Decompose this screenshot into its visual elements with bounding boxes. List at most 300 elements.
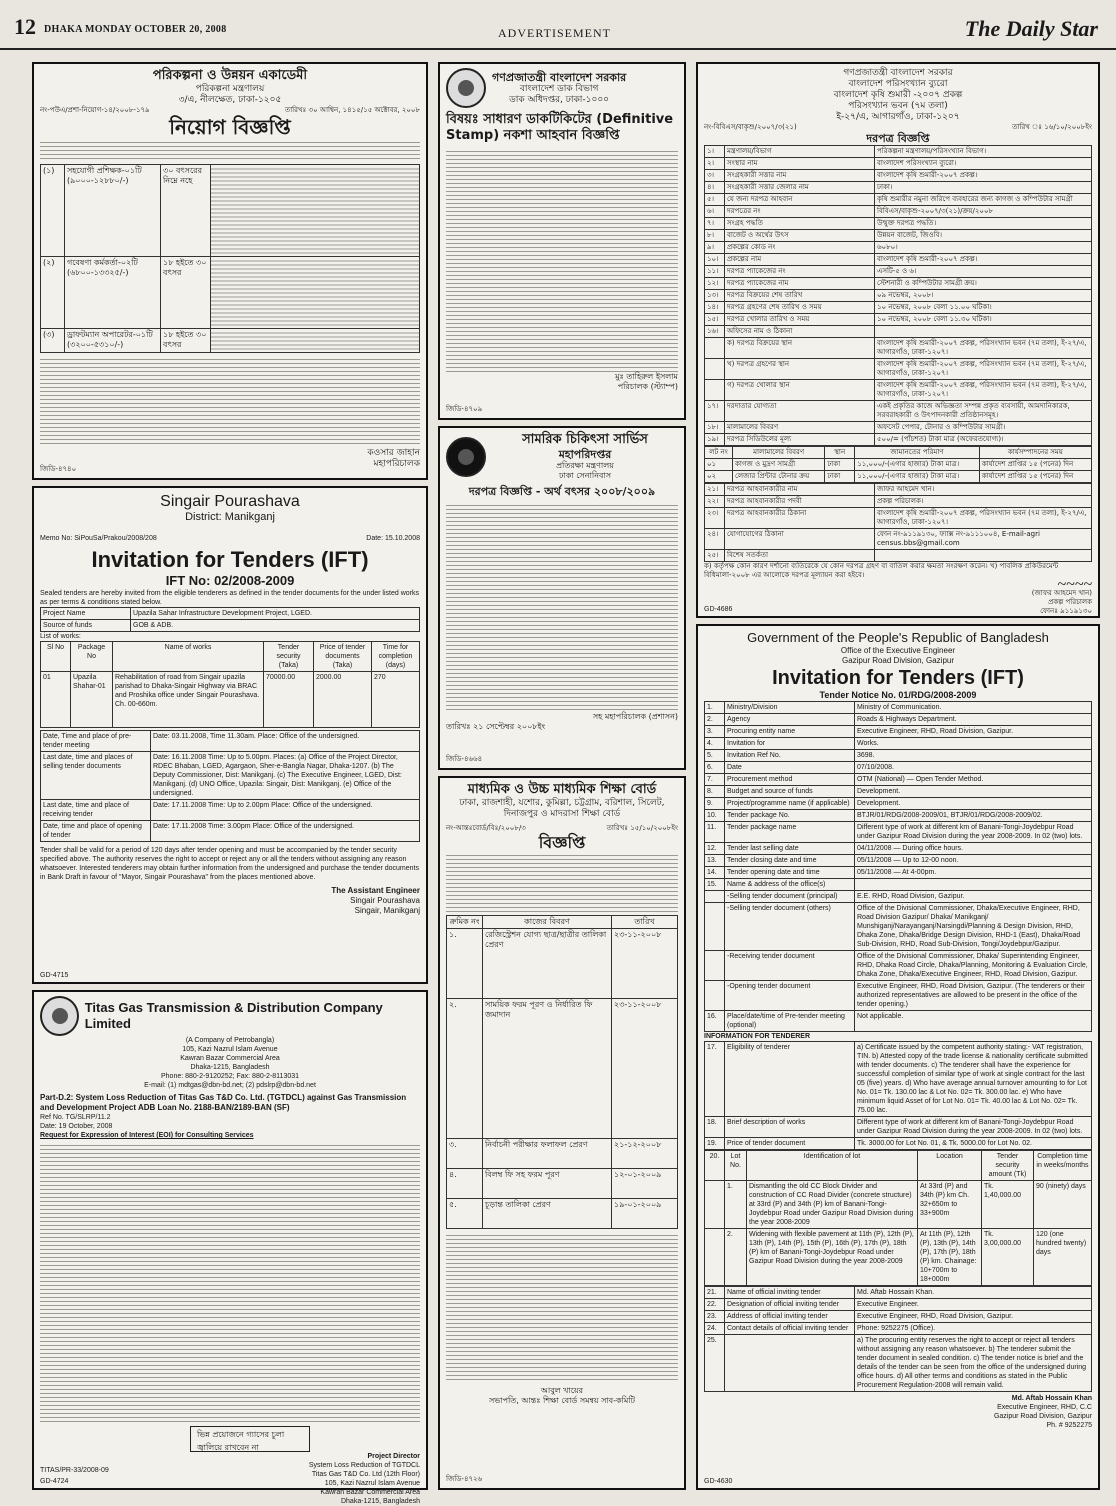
- table-row: [705, 359, 1092, 380]
- ministry: প্রতিরক্ষা মন্ত্রণালয়: [556, 461, 614, 470]
- label: Invitation Ref No.: [725, 750, 855, 762]
- table-row: [447, 929, 678, 999]
- label: সংস্থার নাম: [725, 158, 875, 170]
- lot-table: [704, 1150, 1092, 1286]
- value: ৫০০/= (পাঁচশত) টাকা মাত্র (অফেরতযোগ্য)।: [875, 434, 1092, 446]
- row-number: ১২।: [705, 278, 725, 290]
- highlight-box: ভিন্ন প্রয়োজনে গ্যাসের চুলা জ্বালিয়ে রাখবেন না: [190, 1426, 310, 1452]
- notice-date: Date: 19 October, 2008: [40, 1123, 113, 1130]
- signatory: (জাফর আহমেদ খান): [1031, 589, 1092, 597]
- table-row: [705, 326, 1092, 338]
- label: -Selling tender document (principal): [725, 891, 855, 903]
- column-header: Completion time in weeks/months: [1034, 1151, 1092, 1181]
- row-number: ১৮।: [705, 422, 725, 434]
- signatory-title: সভাপতি, আন্তঃ শিক্ষা বোর্ড সমন্বয় সাব-কমিটি: [489, 1396, 635, 1405]
- post-name: সহযোগী প্রশিক্ষক-০১টি (৯০০০-১২৮৮০/-): [65, 165, 161, 257]
- value: কৃষি শুমারীর নমুনা জরিপে ব্যবহারের জন্য কাগজ ও কম্পিউটার সামগ্রী: [875, 194, 1092, 206]
- row-number: 16.: [705, 1011, 725, 1032]
- cell: ৫.: [447, 1199, 483, 1229]
- column-header: Time for completion (days): [372, 642, 420, 672]
- email-line: E-mail: (1) mdtgas@dbn-bd.net; (2) pdslrp@dbn-bd.net: [144, 1082, 316, 1089]
- ad-ministry: পরিকল্পনা মন্ত্রণালয়: [195, 84, 265, 94]
- memo-number: নং-আন্তঃবোর্ড/বিঃ/২০০৮/৩: [446, 824, 526, 832]
- value: ১০ নভেম্বর, ২০০৮ বেলা ১১.০০ ঘটিকা।: [875, 302, 1092, 314]
- table-header: [705, 447, 1092, 459]
- table-row: [705, 822, 1092, 843]
- label: দরপত্র খোলার তারিখ ও সময়: [725, 314, 875, 326]
- value: a) The procuring entity reserves the right to accept or reject all tenders without assigning any reason whatsoever. b) The tenderer submit the tender document in sealed condition. c) The tender notice is brief and the details of the tender can be seen from the office of the undersigned during office hours. d) All other terms and conditions as stated in the Public Procurement Regulation-2008 will remain valid.: [855, 1335, 1092, 1392]
- notes-text: [446, 1232, 678, 1382]
- cell: ১১,০০০/-(এগার হাজার) টাকা মাত্র।: [855, 459, 980, 471]
- column-header: ক্রমিক নং: [447, 916, 483, 929]
- value: Roads & Highways Department.: [855, 714, 1092, 726]
- row-number: ৭।: [705, 218, 725, 230]
- table-row: [705, 1287, 1092, 1299]
- label: বিশেষ সতর্কতা: [725, 550, 875, 562]
- titas-ad: [32, 990, 428, 1505]
- signatory: আবুল খায়ের: [540, 1386, 584, 1395]
- table-row: [705, 1335, 1092, 1392]
- label: Tender last selling date: [725, 843, 855, 855]
- label: Name & address of the office(s): [725, 879, 855, 891]
- address-line: Dhaka-1215, Bangladesh: [190, 1064, 270, 1071]
- row-number: 15.: [705, 879, 725, 891]
- memo-number: Memo No: SiPouSa/Prakou/2008/208: [40, 535, 157, 542]
- address-line: Kawran Bazar Commercial Area: [180, 1055, 280, 1062]
- row-number: 13.: [705, 855, 725, 867]
- table-row: [447, 1139, 678, 1169]
- ref-code: GD-4724: [40, 1478, 69, 1485]
- row-number: 5.: [705, 750, 725, 762]
- table-row: [705, 903, 1092, 951]
- label: -Selling tender document (others): [725, 903, 855, 951]
- cell: ০২: [705, 471, 733, 483]
- cell: 90 (ninety) days: [1034, 1181, 1092, 1229]
- label: Price of tender document: [725, 1138, 855, 1150]
- table-row: 19. Price of tender document Tk. 3000.00 for Lot No. 01, & Tk. 5000.00 for Lot No. 02.: [705, 1138, 1092, 1150]
- row-number: [705, 359, 725, 380]
- table-row: [705, 738, 1092, 750]
- label: Tender closing date and time: [725, 855, 855, 867]
- cell: 70000.00: [264, 672, 314, 728]
- ref-code: জিডি-৪৭২৬: [446, 1475, 483, 1483]
- row-number: ১৩।: [705, 290, 725, 302]
- table-header: [447, 916, 678, 929]
- label: Tender opening date and time: [725, 867, 855, 879]
- cell: বিলম্ব ফি সহ ফরম পূরণ: [483, 1169, 612, 1199]
- label: ক) দরপত্র বিক্রয়ের স্থান: [725, 338, 875, 359]
- sign-org: Singair Pourashava: [350, 896, 420, 905]
- signatory-title: Executive Engineer, RHD, C.C: [997, 1404, 1092, 1411]
- table-row: [705, 1229, 1092, 1286]
- value: বিবিএস/বাকৃশু-২০০৭/৩(২১)/ক্রয়/২০০৮: [875, 206, 1092, 218]
- row-number: 14.: [705, 867, 725, 879]
- row-number: [705, 951, 725, 981]
- intro-text: Sealed tenders are hereby invited from the eligible tenderers as defined in the tender documents for the under listed works as per terms & conditions stated below.: [40, 590, 419, 606]
- cell: ২.: [447, 999, 483, 1139]
- label: প্রকল্পের নাম: [725, 254, 875, 266]
- value: 05/11/2008 — Up to 12-00 noon.: [855, 855, 1092, 867]
- cell: চূড়ান্ত তালিকা প্রেরণ: [483, 1199, 612, 1229]
- signatory-place: Gazipur Road Division, Gazipur: [993, 1413, 1092, 1420]
- table-row: [705, 278, 1092, 290]
- value: বাংলাদেশ কৃষি শুমারী-২০০৭ প্রকল্প, পরিসংখ্যান ভবন (৭ম তলা), ই-২৭/এ, আগারগাঁও, ঢাকা-১২০৭।: [875, 338, 1092, 359]
- sign-place: Singair, Manikganj: [354, 906, 420, 915]
- label: Tender package name: [725, 822, 855, 843]
- age-limit: ১৮ হইতে ৩০ বৎসর: [161, 257, 211, 329]
- table-row: [705, 951, 1092, 981]
- row-number: 6.: [705, 762, 725, 774]
- value: 3698.: [855, 750, 1092, 762]
- row-number: 12.: [705, 843, 725, 855]
- office-address: ডাক অধিদপ্তর, ঢাকা-১০০০: [509, 94, 610, 105]
- table-row: [705, 1011, 1092, 1032]
- value: [875, 326, 1092, 338]
- table-row: [705, 529, 1092, 550]
- ift-number: IFT No: 02/2008-2009: [165, 573, 295, 588]
- sign-line: 105, Kazi Nazrul Islam Avenue: [324, 1480, 420, 1487]
- memo-date: তারিখ ঃ ১৬/১০/২০০৮ইং: [1012, 123, 1092, 131]
- column-header: Lot No.: [725, 1151, 747, 1181]
- row-number: [705, 338, 725, 359]
- post-name: ড্রাফটম্যান অপারেটর-০১টি (৩২০০-৫৩১০/-): [65, 329, 161, 353]
- cell: Dismantling the old CC Block Divider and construction of CC Road Divider (concrete structure) at 33rd (P) and 34th (P) km of Banani-Tongi-Joydebpur Road under Gazipur Road Division during the year 2008-2009: [747, 1181, 918, 1229]
- row-number: 9.: [705, 798, 725, 810]
- label: প্রকল্পের কোড নং: [725, 242, 875, 254]
- column-header: জামানতের পরিমাণ: [855, 447, 980, 459]
- ref-code: জিডি-৪৭৪০: [40, 465, 77, 473]
- value: Office of the Divisional Commissioner, Dhaka/ Superintending Engineer, RHD, Dhaka Road Circle, Dhaka/Planning, Monitoring & Evaluation Circle, Dhaka Zone, Dhaka/Executive Engineer, RHD, Road Division, Gazipur.: [855, 951, 1092, 981]
- ad-heading: বিজ্ঞপ্তি: [538, 833, 586, 852]
- table-row: [705, 266, 1092, 278]
- terms-text: [40, 356, 420, 446]
- cell: Widening with flexible pavement at 11th (P), 12th (P), 13th (P), 14th (P), 15th (P), 16th (P), 17th (P), 18th (P) km of Banani-Tongi-Joydebpur Road under Gazipur Road Division during the year 2008-2009: [747, 1229, 918, 1286]
- value: BTJR/01/RDG/2008-2009/01, BTJR/01/RDG/2008-2009/02.: [855, 810, 1092, 822]
- row-number: 8.: [705, 786, 725, 798]
- value: Date: 17.11.2008 Time: 3.00pm Place: Office of the undersigned.: [151, 821, 420, 842]
- value: 04/11/2008 — During office hours.: [855, 843, 1092, 855]
- row-number: ৫।: [705, 194, 725, 206]
- value: a) Certificate issued by the competent authority stating:- VAT registration, TIN. b) Attested copy of the trade license & nationality certificate submitted with tender documents. c) The tenderer shall have the experience for successful completion of similar type of work at single contract for the last 05 (five) years. d) Who have average annual turnover amounting to for Lot No. 01= Tk. 130.00 lac & Lot No. 02= Tk. 300.00 lac. e) Who have minimum liquid Asset of for Lot No. 01= Tk. 40.00 lac & Lot No. 02= Tk. 75.00 lac.: [855, 1042, 1092, 1117]
- memo-date: তারিখঃ ১৫/১০/২০০৮ইং: [606, 824, 678, 832]
- row-number: ১৬।: [705, 326, 725, 338]
- column-header: তারিখ: [612, 916, 678, 929]
- value: এসটি-৫ ও ৬।: [875, 266, 1092, 278]
- postal-emblem-icon: [446, 68, 486, 108]
- sign-line: System Loss Reduction of TGTDCL: [308, 1462, 420, 1469]
- project-name: Upazila Sahar Infrastructure Development Project, LGED.: [131, 608, 420, 620]
- tender-notice-number: Tender Notice No. 01/RDG/2008-2009: [819, 690, 977, 700]
- table-row: [705, 726, 1092, 738]
- titas-logo-icon: [40, 996, 79, 1036]
- sign-title: Project Director: [367, 1453, 420, 1460]
- table-row: [41, 731, 420, 752]
- phone: Ph. # 9252275: [1046, 1422, 1092, 1429]
- table-row: [705, 1323, 1092, 1335]
- table-row: [705, 879, 1092, 891]
- ad-title: Government of the People's Republic of Bangladesh: [747, 630, 1049, 645]
- value: ০৯ নভেম্বর, ২০০৮।: [875, 290, 1092, 302]
- schedule-table: [40, 730, 420, 842]
- body-text: [446, 502, 678, 712]
- label: Designation of official inviting tender: [725, 1299, 855, 1311]
- label: সংগ্রহকারী সত্তার জেলার নাম: [725, 182, 875, 194]
- row-number: (৩): [41, 329, 65, 353]
- value: Different type of work at different km of Banani-Tongi-Joydebpur Road under Gazipur Road Division during the year 2008-2009. In 02 (two) lots.: [855, 822, 1092, 843]
- row-number: ৪।: [705, 182, 725, 194]
- value: পরিকল্পনা মন্ত্রণালয়/পরিসংখ্যান বিভাগ।: [875, 146, 1092, 158]
- project-info-table: [40, 607, 420, 632]
- table-row: [447, 1169, 678, 1199]
- label: Contact details of official inviting tender: [725, 1323, 855, 1335]
- ref-code: জিডি-৪৭০৯: [446, 405, 483, 413]
- table-row: [705, 338, 1092, 359]
- value: [855, 879, 1092, 891]
- eoi-body-text: [40, 1142, 420, 1422]
- ref-code: GD-4715: [40, 972, 69, 979]
- cell: ০১: [705, 459, 733, 471]
- value: জাফর আহমেদ খান।: [875, 484, 1092, 496]
- column-header: Package No: [71, 642, 113, 672]
- value: Ministry of Communication.: [855, 702, 1092, 714]
- sign-title: The Assistant Engineer: [331, 886, 420, 895]
- value: 07/10/2008.: [855, 762, 1092, 774]
- table-row: [705, 302, 1092, 314]
- org-name: সামরিক চিকিৎসা সার্ভিস: [522, 432, 648, 447]
- works-table: [40, 641, 420, 728]
- ref-number: Ref No. TG/SLRP/11.2: [40, 1114, 111, 1121]
- rhd-tender-ad: [696, 624, 1100, 1490]
- ad-heading: Invitation for Tenders (IFT): [91, 547, 369, 572]
- cell: 1.: [725, 1181, 747, 1229]
- table-row: [447, 1199, 678, 1229]
- label: Place/date/time of Pre-tender meeting (optional): [725, 1011, 855, 1032]
- office-address: Gazipur Road Division, Gazipur: [841, 656, 955, 665]
- place: ঢাকা সেনানিবাস: [558, 471, 612, 480]
- table-row: [705, 1181, 1092, 1229]
- qualification: [211, 257, 420, 329]
- value: Date: 17.11.2008 Time: Up to 2.00pm Place: Office of the undersigned.: [151, 800, 420, 821]
- column-header: লট নং: [705, 447, 733, 459]
- cell: ৪.: [447, 1169, 483, 1199]
- value: বাংলাদেশ কৃষি শুমারী-২০০৭ প্রকল্প।: [875, 254, 1092, 266]
- signatory-title: সহ মহাপরিচালক (প্রশাসন): [592, 712, 678, 721]
- value: Development.: [855, 798, 1092, 810]
- address-line: 105, Kazi Nazrul Islam Avenue: [182, 1046, 278, 1053]
- value: একই প্রকৃতির কাজে অভিজ্ঞতা সম্পন্ন প্রকৃত ব্যবসায়ী, আমদানিকারক, সরবরাহকারী ও উৎপাদনকারী প্রতিষ্ঠানসমূহ।: [875, 401, 1092, 422]
- phone: ফোনঃ ৯১১৯১৩০: [1040, 607, 1092, 615]
- education-board-ad: [438, 776, 686, 1490]
- table-row: [705, 1311, 1092, 1323]
- row-number: ১৯।: [705, 434, 725, 446]
- label: সংগ্রহকারী সত্তার নাম: [725, 170, 875, 182]
- value: প্রকল্প পরিচালক।: [875, 496, 1092, 508]
- signatory-title: মহাপরিচালক: [373, 459, 420, 469]
- section-title: ADVERTISEMENT: [498, 26, 611, 40]
- label: Procuring entity name: [725, 726, 855, 738]
- tenderer-info-table: [704, 1041, 1092, 1150]
- signature-image: ~~~~: [1057, 576, 1092, 593]
- label: Name of official inviting tender: [725, 1287, 855, 1299]
- row-number: 10.: [705, 810, 725, 822]
- masthead-logo: The Daily Star: [964, 16, 1098, 41]
- qualification: [211, 329, 420, 353]
- ref-code: জিডি-৪৬৬৪: [446, 755, 483, 763]
- cell: 120 (one hundred twenty) days: [1034, 1229, 1092, 1286]
- ad-heading: Invitation for Tenders (IFT): [772, 667, 1024, 689]
- table-row: [705, 484, 1092, 496]
- table-row: [705, 774, 1092, 786]
- table-row: [705, 290, 1092, 302]
- table-row: [705, 158, 1092, 170]
- posts-table: [40, 164, 420, 353]
- label: Last date, time and place of receiving tender: [41, 800, 151, 821]
- table-row: [705, 786, 1092, 798]
- validity-text: Tender shall be valid for a period of 120 days after tender opening and must be accompanied by the tender security specified above. The authority reserves the right to accept or reject any or all the tenders without assigning any reason whatsoever. Interested tenderers may obtain further information from the undersigned and purchase the tender documents in Bank Draft in favour of "Mayor, Singair Pourashava" from the places mentioned above.: [40, 847, 419, 881]
- cell: নির্বাচনী পরীক্ষার ফলাফল প্রেরণ: [483, 1139, 612, 1169]
- cell: 2000.00: [314, 672, 372, 728]
- row-number: ৮।: [705, 230, 725, 242]
- label: Address of official inviting tender: [725, 1311, 855, 1323]
- label: দরপত্রের নং: [725, 206, 875, 218]
- table-row: [705, 891, 1092, 903]
- row-number: ২৩।: [705, 508, 725, 529]
- table-row: [705, 508, 1092, 529]
- table-row: [705, 798, 1092, 810]
- ad-heading: দরপত্র বিজ্ঞপ্তি - অর্থ বৎসর ২০০৮/২০০৯: [468, 485, 656, 498]
- row-number: ২।: [705, 158, 725, 170]
- table-row: [705, 981, 1092, 1011]
- lot-table: [704, 446, 1092, 483]
- cell: ২৩-১১-২০০৮: [612, 929, 678, 999]
- table-row: [705, 762, 1092, 774]
- date-line: DHAKA MONDAY OCTOBER 20, 2008: [44, 24, 227, 35]
- signatory: Md. Aftab Hossain Khan: [1011, 1395, 1092, 1402]
- table-header: 20. Lot No. Identification of lot Location Tender security amount (Tk) Completion time in weeks/months: [705, 1151, 1092, 1181]
- table-row: [705, 422, 1092, 434]
- value: E.E. RHD, Road Division, Gazipur.: [855, 891, 1092, 903]
- page-header: [0, 0, 1116, 50]
- label: Procurement method: [725, 774, 855, 786]
- row-number: [705, 981, 725, 1011]
- cell: Tk. 3,00,000.00: [982, 1229, 1034, 1286]
- cell: ২১-১২-২০০৮: [612, 1139, 678, 1169]
- value: ঢাকা।: [875, 182, 1092, 194]
- value: Date: 03.11.2008, Time 11.30am. Place: Office of the undersigned.: [151, 731, 420, 752]
- singair-ad: [32, 486, 428, 984]
- row-number: ২৪।: [705, 529, 725, 550]
- ad-heading: নিয়োগ বিজ্ঞপ্তি: [169, 115, 291, 139]
- value: Date: 16.11.2008 Time: Up to 5.00pm. Places: (a) Office of the Project Director, RDEC Bhaban, LGED, Agargaon, Sher-e-Bangla Nagar, Dhaka-1207. (b) The Deputy Commissioner, Dist: Manikganj. (c) The Executive Engineer, LGED, Dist: Manikganj. (d) UNO Office, Upazila: Singair, Dist: Manikganj. (e) Office of the undersigned.: [151, 752, 420, 800]
- column-header: Tender security (Taka): [264, 642, 314, 672]
- label: দরদাতার যোগ্যতা: [725, 401, 875, 422]
- value: স্টেশনারী ও কম্পিউটার সামগ্রী ক্রয়।: [875, 278, 1092, 290]
- column-header: Location: [918, 1151, 982, 1181]
- row-number: [705, 891, 725, 903]
- table-row: [41, 165, 420, 257]
- row-number: [705, 380, 725, 401]
- cell: ২৩-১১-২০০৮: [612, 999, 678, 1139]
- label: Brief description of works: [725, 1117, 855, 1138]
- label: Project Name: [41, 608, 131, 620]
- row-number: ১৭।: [705, 401, 725, 422]
- qualification: [211, 165, 420, 257]
- value: Executive Engineer, RHD, Road Division, Gazipur.: [855, 726, 1092, 738]
- column-header: কাজের বিবরণ: [483, 916, 612, 929]
- label: Date: [725, 762, 855, 774]
- table-row: [705, 702, 1092, 714]
- table-row: [705, 182, 1092, 194]
- value: বাংলাদেশ কৃষি শুমারী-২০০৭ প্রকল্প, পরিসংখ্যান ভবন (৭ম তলা), ই-২৭/এ, আগারগাঁও, ঢাকা-১২০৭।: [875, 380, 1092, 401]
- column-header: Name of works: [113, 642, 264, 672]
- table-row: [705, 459, 1092, 471]
- value: [875, 550, 1092, 562]
- row-number: 25.: [705, 1335, 725, 1392]
- row-number: 7.: [705, 774, 725, 786]
- body-text: [40, 139, 420, 161]
- postal-stamp-ad: [438, 62, 686, 420]
- label: খ) দরপত্র গ্রহণের স্থান: [725, 359, 875, 380]
- label: যে জন্য দরপত্র আহবান: [725, 194, 875, 206]
- tender-details-table: [704, 701, 1092, 1032]
- cell: ঢাকা: [825, 471, 855, 483]
- military-emblem-icon: [446, 437, 486, 477]
- dept-name: বাংলাদেশ ডাক বিভাগ: [519, 83, 599, 94]
- column-header: Identification of lot: [747, 1151, 918, 1181]
- row-number: 2.: [705, 714, 725, 726]
- table-row: [705, 810, 1092, 822]
- value: ৬০৮০।: [875, 242, 1092, 254]
- row-number: ১১।: [705, 266, 725, 278]
- cell: কার্যাদেশ প্রাপ্তির ১৫ (পনের) দিন: [979, 471, 1091, 483]
- census-tender-ad: [696, 62, 1100, 618]
- table-row: [705, 380, 1092, 401]
- org-name: গণপ্রজাতন্ত্রী বাংলাদেশ সরকার: [843, 68, 953, 78]
- value: ১০ নভেম্বর, ২০০৮ বেলা ১১.৩০ ঘটিকা।: [875, 314, 1092, 326]
- board-cities: ঢাকা, রাজশাহী, যশোর, কুমিল্লা, চট্টগ্রাম, বরিশাল, সিলেট, দিনাজপুর ও মাদরাসা শিক্ষা বোর্ড: [459, 798, 665, 819]
- row-number: ১৫।: [705, 314, 725, 326]
- table-row: [41, 821, 420, 842]
- cell: ১২-০১-২০০৯: [612, 1169, 678, 1199]
- value: Phone: 9252275 (Office).: [855, 1323, 1092, 1335]
- label: Eligibility of tenderer: [725, 1042, 855, 1117]
- table-row: [705, 434, 1092, 446]
- notice-date: তারিখঃ ২১ সেপ্টেম্বর ২০০৮ইং: [446, 722, 546, 731]
- column-header: Tender security amount (Tk): [982, 1151, 1034, 1181]
- value: Executive Engineer, RHD, Road Division, Gazipur. (The tenderers or their authorized representatives are allowed to be present in the office of the tender opening.): [855, 981, 1092, 1011]
- label: মন্ত্রণালয়/বিভাগ: [725, 146, 875, 158]
- memo-date: Date: 15.10.2008: [366, 535, 420, 542]
- label: দরপত্র আহবানকারীর ঠিকানা: [725, 508, 875, 529]
- cell: ঢাকা: [825, 459, 855, 471]
- sign-line: Kawran Bazar Commercial Area: [320, 1489, 420, 1496]
- ad-title: Singair Pourashava: [160, 493, 300, 510]
- value: উন্নয়ন বাজেট, জিওবি।: [875, 230, 1092, 242]
- value: Tk. 3000.00 for Lot No. 01, & Tk. 5000.00 for Lot No. 02.: [855, 1138, 1092, 1150]
- label: অফিসের নাম ও ঠিকানা: [725, 326, 875, 338]
- academy-ad: [32, 62, 428, 480]
- cell: At 33rd (P) and 34th (P) km Ch. 32+650m to 33+900m: [918, 1181, 982, 1229]
- value: Office of the Divisional Commissioner, Dhaka/Executive Engineer, RHD, Road Division Gazipur/ Dhaka/ Manikganj/ Munshiganj/Narayanganj/Narsingdi/Planning & Design Division, RHD, Dhaka Zone, Dhaka/Bridge Design Division, RHD-1 (East), Dhaka/Road Sub-Division, RHD, Road Sub-Division, Tongi/Joydebpur/Gazipur.: [855, 903, 1092, 951]
- label: -Receiving tender document: [725, 951, 855, 981]
- memo-date: তারিখঃ ৩০ আশ্বিন, ১৪১৫/১৫ অক্টোবর, ২০০৮: [284, 106, 420, 114]
- table-row: [705, 218, 1092, 230]
- label: দরপত্র বিক্রয়ের শেষ তারিখ: [725, 290, 875, 302]
- row-number: ১৪।: [705, 302, 725, 314]
- district: District: Manikganj: [185, 511, 275, 523]
- row-number: (১): [41, 165, 65, 257]
- address-line: (A Company of Petrobangla): [185, 1037, 275, 1044]
